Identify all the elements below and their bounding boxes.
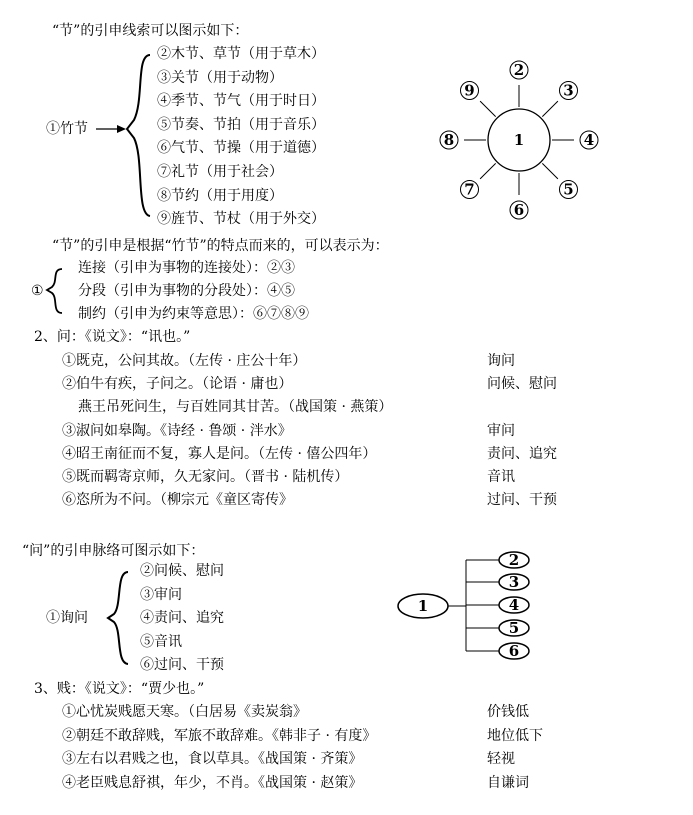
jian-example-meaning: 地位低下	[487, 727, 543, 744]
wheel-number-label: 7	[464, 180, 475, 199]
tree-leaf-label: 4	[508, 596, 520, 614]
wen-example-text: ③淑问如皋陶。《诗经 · 鲁颂 · 泮水》	[62, 422, 292, 439]
jie-branch-item: ⑧节约（用于用度）	[157, 187, 283, 204]
jie-basis-root: ①	[31, 283, 44, 299]
jian-example-text: ①心忧炭贱愿天寒。（白居易《卖炭翁》	[62, 704, 307, 720]
jian-heading: 3、贱：《说文》：“贾少也。”	[34, 681, 205, 697]
tree-leaf-label: 2	[508, 551, 520, 569]
wen-example-meaning: 询问	[487, 353, 515, 369]
jian-example-meaning: 自谦词	[487, 774, 529, 791]
wen-example-meaning: 过问、干预	[487, 492, 557, 509]
jie-branch-item: ③关节（用于动物）	[157, 69, 283, 86]
jian-example-meaning: 价钱低	[487, 704, 529, 720]
wen-example-text: ⑤既而羁寄京师，久无家问。（晋书 · 陆机传）	[62, 469, 349, 485]
wen-branch-item: ⑤音讯	[140, 633, 182, 650]
wen-example-text: 燕王吊死问生，与百姓同其甘苦。（战国策 · 燕策）	[78, 399, 393, 416]
wen-example-meaning: 审问	[487, 422, 515, 439]
wen-heading: 2、问：《说文》：“讯也。”	[34, 329, 191, 345]
wheel-center-label: 1	[513, 131, 525, 149]
wen-branch-item: ⑥过问、干预	[140, 657, 224, 673]
jie-intro: “节”的引申线索可以图示如下：	[52, 23, 249, 39]
jian-example-meaning: 轻视	[487, 751, 515, 768]
wheel-number-label: 2	[513, 61, 525, 79]
wen-example-meaning: 音讯	[487, 469, 515, 485]
wen-branch-item: ③审问	[140, 586, 182, 603]
jie-basis: “节”的引申是根据“竹节”的特点而来的，可以表示为：	[52, 238, 389, 254]
wen-example-text: ⑥恣所为不问。（柳宗元《童区寄传》	[62, 492, 293, 509]
jie-branch-item: ④季节、节气（用于时日）	[157, 93, 325, 110]
jian-example-text: ③左右以君贱之也，食以草具。《战国策 · 齐策》	[62, 751, 363, 768]
wheel-number-label: 4	[583, 131, 595, 149]
wen-example-meaning: 问候、慰问	[487, 376, 557, 393]
wen-intro: “问”的引申脉络可图示如下：	[22, 543, 205, 559]
wen-branch-item: ②问候、慰问	[140, 563, 224, 579]
jie-branch-item: ⑤节奏、节拍（用于音乐）	[157, 116, 325, 133]
jie-group-item: 制约（引申为约束等意思）：⑥⑦⑧⑨	[78, 306, 309, 322]
tree-leaf-label: 6	[508, 642, 520, 660]
jie-group-item: 分段（引申为事物的分段处）：④⑤	[78, 283, 295, 299]
jie-root: ①竹节	[46, 121, 88, 137]
jie-branch-item: ②木节、草节（用于草木）	[157, 46, 325, 62]
tree-leaf-label: 3	[508, 573, 520, 591]
jie-branch-item: ⑥气节、节操（用于道德）	[157, 140, 325, 157]
tree-root-label: 1	[417, 597, 429, 615]
wen-root: ①询问	[46, 610, 88, 626]
wheel-number-label: 6	[513, 201, 525, 219]
wen-example-text: ④昭王南征而不复，寡人是问。（左传 · 僖公四年）	[62, 445, 377, 462]
jie-branch-item: ⑨旌节、节杖（用于外交）	[157, 211, 325, 228]
wen-branch-item: ④责问、追究	[140, 610, 224, 626]
jie-branch-item: ⑦礼节（用于社会）	[157, 164, 283, 180]
wheel-number-label: 5	[563, 180, 574, 199]
jian-example-text: ②朝廷不敢辞贱，军旅不敢辞难。《韩非子 · 有度》	[62, 727, 377, 744]
wen-example-meaning: 责问、追究	[487, 445, 557, 462]
tree-leaf-label: 5	[508, 619, 520, 637]
wen-example-text: ②伯牛有疾，子问之。（论语 · 庸也）	[62, 376, 293, 393]
wheel-number-label: 9	[464, 81, 475, 100]
wheel-number-label: 8	[443, 131, 455, 149]
jian-example-text: ④老臣贱息舒祺，年少，不肖。《战国策 · 赵策》	[62, 774, 363, 791]
jie-group-item: 连接（引申为事物的连接处）：②③	[78, 260, 295, 276]
wen-example-text: ①既克，公问其故。（左传 · 庄公十年）	[62, 353, 307, 369]
wheel-number-label: 3	[563, 81, 574, 100]
